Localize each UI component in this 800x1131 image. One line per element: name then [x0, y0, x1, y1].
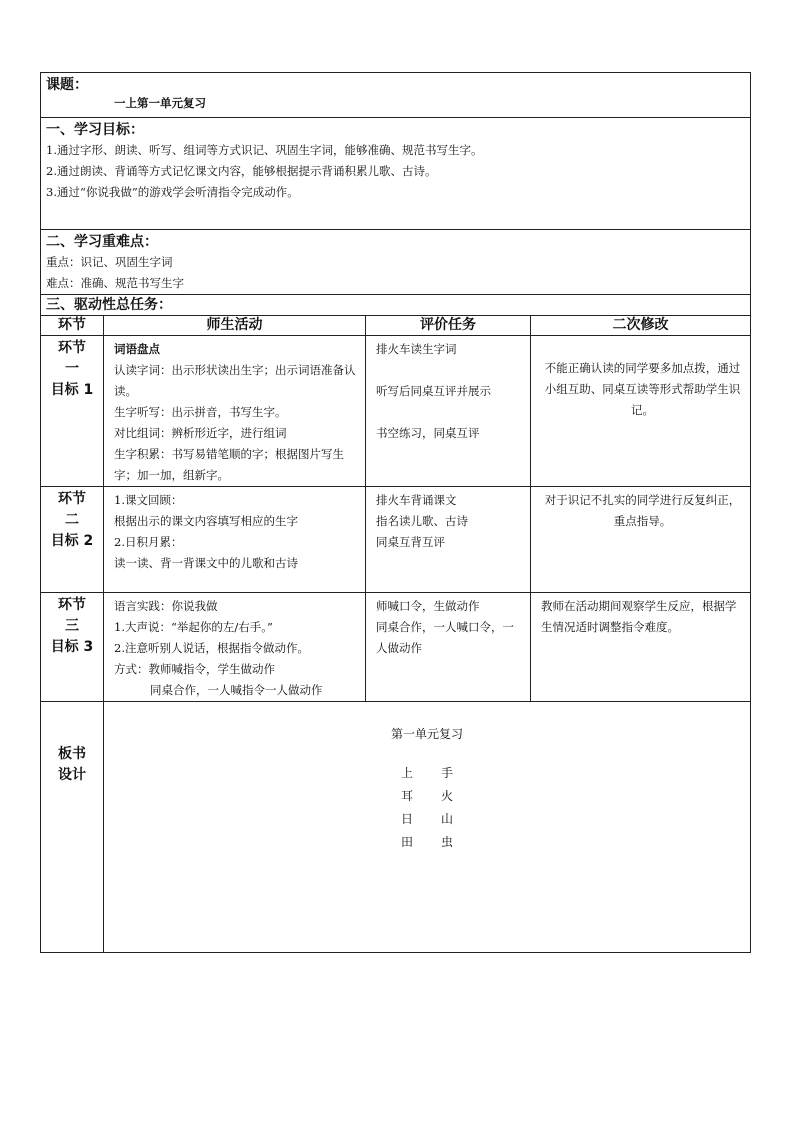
- activity-line: 1.课文回顾：: [114, 493, 183, 507]
- activity-title: 词语盘点: [114, 342, 160, 356]
- stage-label-line: 环节: [58, 597, 86, 613]
- column-header-stage: 环节: [41, 316, 104, 336]
- board-char: 上: [400, 766, 413, 780]
- activity-line: 语言实践：你说我做: [114, 599, 218, 613]
- stage-activity-3: [104, 593, 366, 702]
- stage-activity-1: [104, 336, 366, 487]
- key-point: 重点：识记、巩固生字词: [46, 255, 173, 269]
- board-title: 第一单元复习: [390, 727, 463, 741]
- stage-evaluation-3: [366, 593, 531, 702]
- board-content: [104, 702, 751, 953]
- lesson-plan-sheet: [40, 72, 750, 953]
- tasks-heading-row: [41, 295, 751, 316]
- activity-line: 读一读、背一背课文中的儿歌和古诗: [114, 556, 298, 570]
- board-label-line: 设计: [58, 767, 86, 783]
- board-char: 耳: [400, 789, 413, 803]
- key-points-heading: 二、学习重难点：: [46, 234, 158, 250]
- topic-row: [41, 73, 751, 118]
- stage-label-line: 目标 2: [50, 533, 94, 549]
- topic-label: 课题：: [46, 77, 88, 93]
- activity-line: 方式：教师喊指令，学生做动作: [114, 662, 275, 676]
- goal-item-3: 3.通过“你说我做”的游戏学会听清指令完成动作。: [46, 185, 299, 199]
- activity-line: 生字积累：书写易错笔顺的字；根据图片写生字；加一加，组新字。: [114, 447, 344, 482]
- topic-cell: [41, 73, 751, 118]
- column-header-activity: 师生活动: [104, 316, 366, 336]
- stage-label-line: 目标 1: [50, 382, 94, 398]
- evaluation-line: 排火车背诵课文: [376, 493, 457, 507]
- stage-revision-2: 对于识记不扎实的同学进行反复纠正，重点指导。: [531, 487, 751, 593]
- stage-label-3: [41, 593, 104, 702]
- goals-cell: [41, 118, 751, 230]
- topic-title: 一上第一单元复习: [114, 96, 206, 110]
- activity-line: 2.注意听别人说话，根据指令做动作。: [114, 641, 309, 655]
- stage-row-2: [41, 487, 751, 593]
- stage-label-2: [41, 487, 104, 593]
- evaluation-line: 听写后同桌互评并展示: [376, 384, 491, 398]
- board-pair: [104, 762, 750, 785]
- column-header-evaluation: 评价任务: [366, 316, 531, 336]
- board-char: 山: [440, 812, 453, 826]
- evaluation-line: 排火车读生字词: [376, 342, 457, 356]
- stage-row-1: [41, 336, 751, 487]
- board-label: [41, 702, 104, 953]
- evaluation-line: 同桌互背互评: [376, 535, 445, 549]
- stage-row-3: [41, 593, 751, 702]
- activity-line: 1.大声说：“举起你的左/右手。”: [114, 620, 273, 634]
- stage-label-line: 一: [65, 361, 79, 377]
- stage-label-line: 目标 3: [50, 639, 94, 655]
- goal-item-1: 1.通过字形、朗读、听写、组词等方式识记、巩固生字词，能够准确、规范书写生字。: [46, 143, 483, 157]
- board-char: 日: [400, 812, 413, 826]
- goals-heading: 一、学习目标：: [46, 122, 144, 138]
- activity-line: 对比组词：辨析形近字，进行组词: [114, 426, 287, 440]
- evaluation-line: 书空练习，同桌互评: [376, 426, 480, 440]
- stage-revision-3: 教师在活动期间观察学生反应，根据学生情况适时调整指令难度。: [531, 593, 751, 702]
- board-pair: [104, 831, 750, 854]
- evaluation-line: 同桌合作，一人喊口令，一人做动作: [376, 620, 514, 655]
- stage-evaluation-1: [366, 336, 531, 487]
- board-char: 虫: [440, 835, 453, 849]
- lesson-plan-table: [40, 72, 751, 953]
- board-char: 火: [440, 789, 453, 803]
- board-label-line: 板书: [58, 746, 86, 762]
- goals-row: [41, 118, 751, 230]
- key-points-cell: [41, 230, 751, 295]
- stage-label-line: 三: [65, 618, 79, 634]
- stage-activity-2: [104, 487, 366, 593]
- board-pair: [104, 785, 750, 808]
- column-header-row: [41, 316, 751, 336]
- stage-label-line: 二: [65, 512, 79, 528]
- evaluation-line: 指名读儿歌、古诗: [376, 514, 468, 528]
- tasks-heading: 三、驱动性总任务：: [46, 297, 172, 313]
- activity-line: 认读字词：出示形状读出生字；出示词语准备认读。: [114, 363, 356, 398]
- board-char: 田: [400, 835, 413, 849]
- stage-label-line: 环节: [58, 340, 86, 356]
- stage-revision-1: 不能正确认读的同学要多加点拨，通过小组互助、同桌互读等形式帮助学生识记。: [531, 336, 751, 487]
- board-char: 手: [440, 766, 453, 780]
- activity-line: 2.日积月累：: [114, 535, 183, 549]
- tasks-heading-cell: [41, 295, 751, 316]
- activity-line: 根据出示的课文内容填写相应的生字: [114, 514, 298, 528]
- activity-line: 同桌合作，一人喊指令一人做动作: [150, 683, 323, 697]
- goal-item-2: 2.通过朗读、背诵等方式记忆课文内容，能够根据提示背诵积累儿歌、古诗。: [46, 164, 437, 178]
- board-pair: [104, 808, 750, 831]
- board-row: [41, 702, 751, 953]
- stage-label-line: 环节: [58, 491, 86, 507]
- activity-line: 生字听写：出示拼音，书写生字。: [114, 405, 287, 419]
- column-header-revision: 二次修改: [531, 316, 751, 336]
- evaluation-line: 师喊口令，生做动作: [376, 599, 480, 613]
- stage-label-1: [41, 336, 104, 487]
- difficult-point: 难点：准确、规范书写生字: [46, 276, 184, 290]
- key-points-row: [41, 230, 751, 295]
- stage-evaluation-2: [366, 487, 531, 593]
